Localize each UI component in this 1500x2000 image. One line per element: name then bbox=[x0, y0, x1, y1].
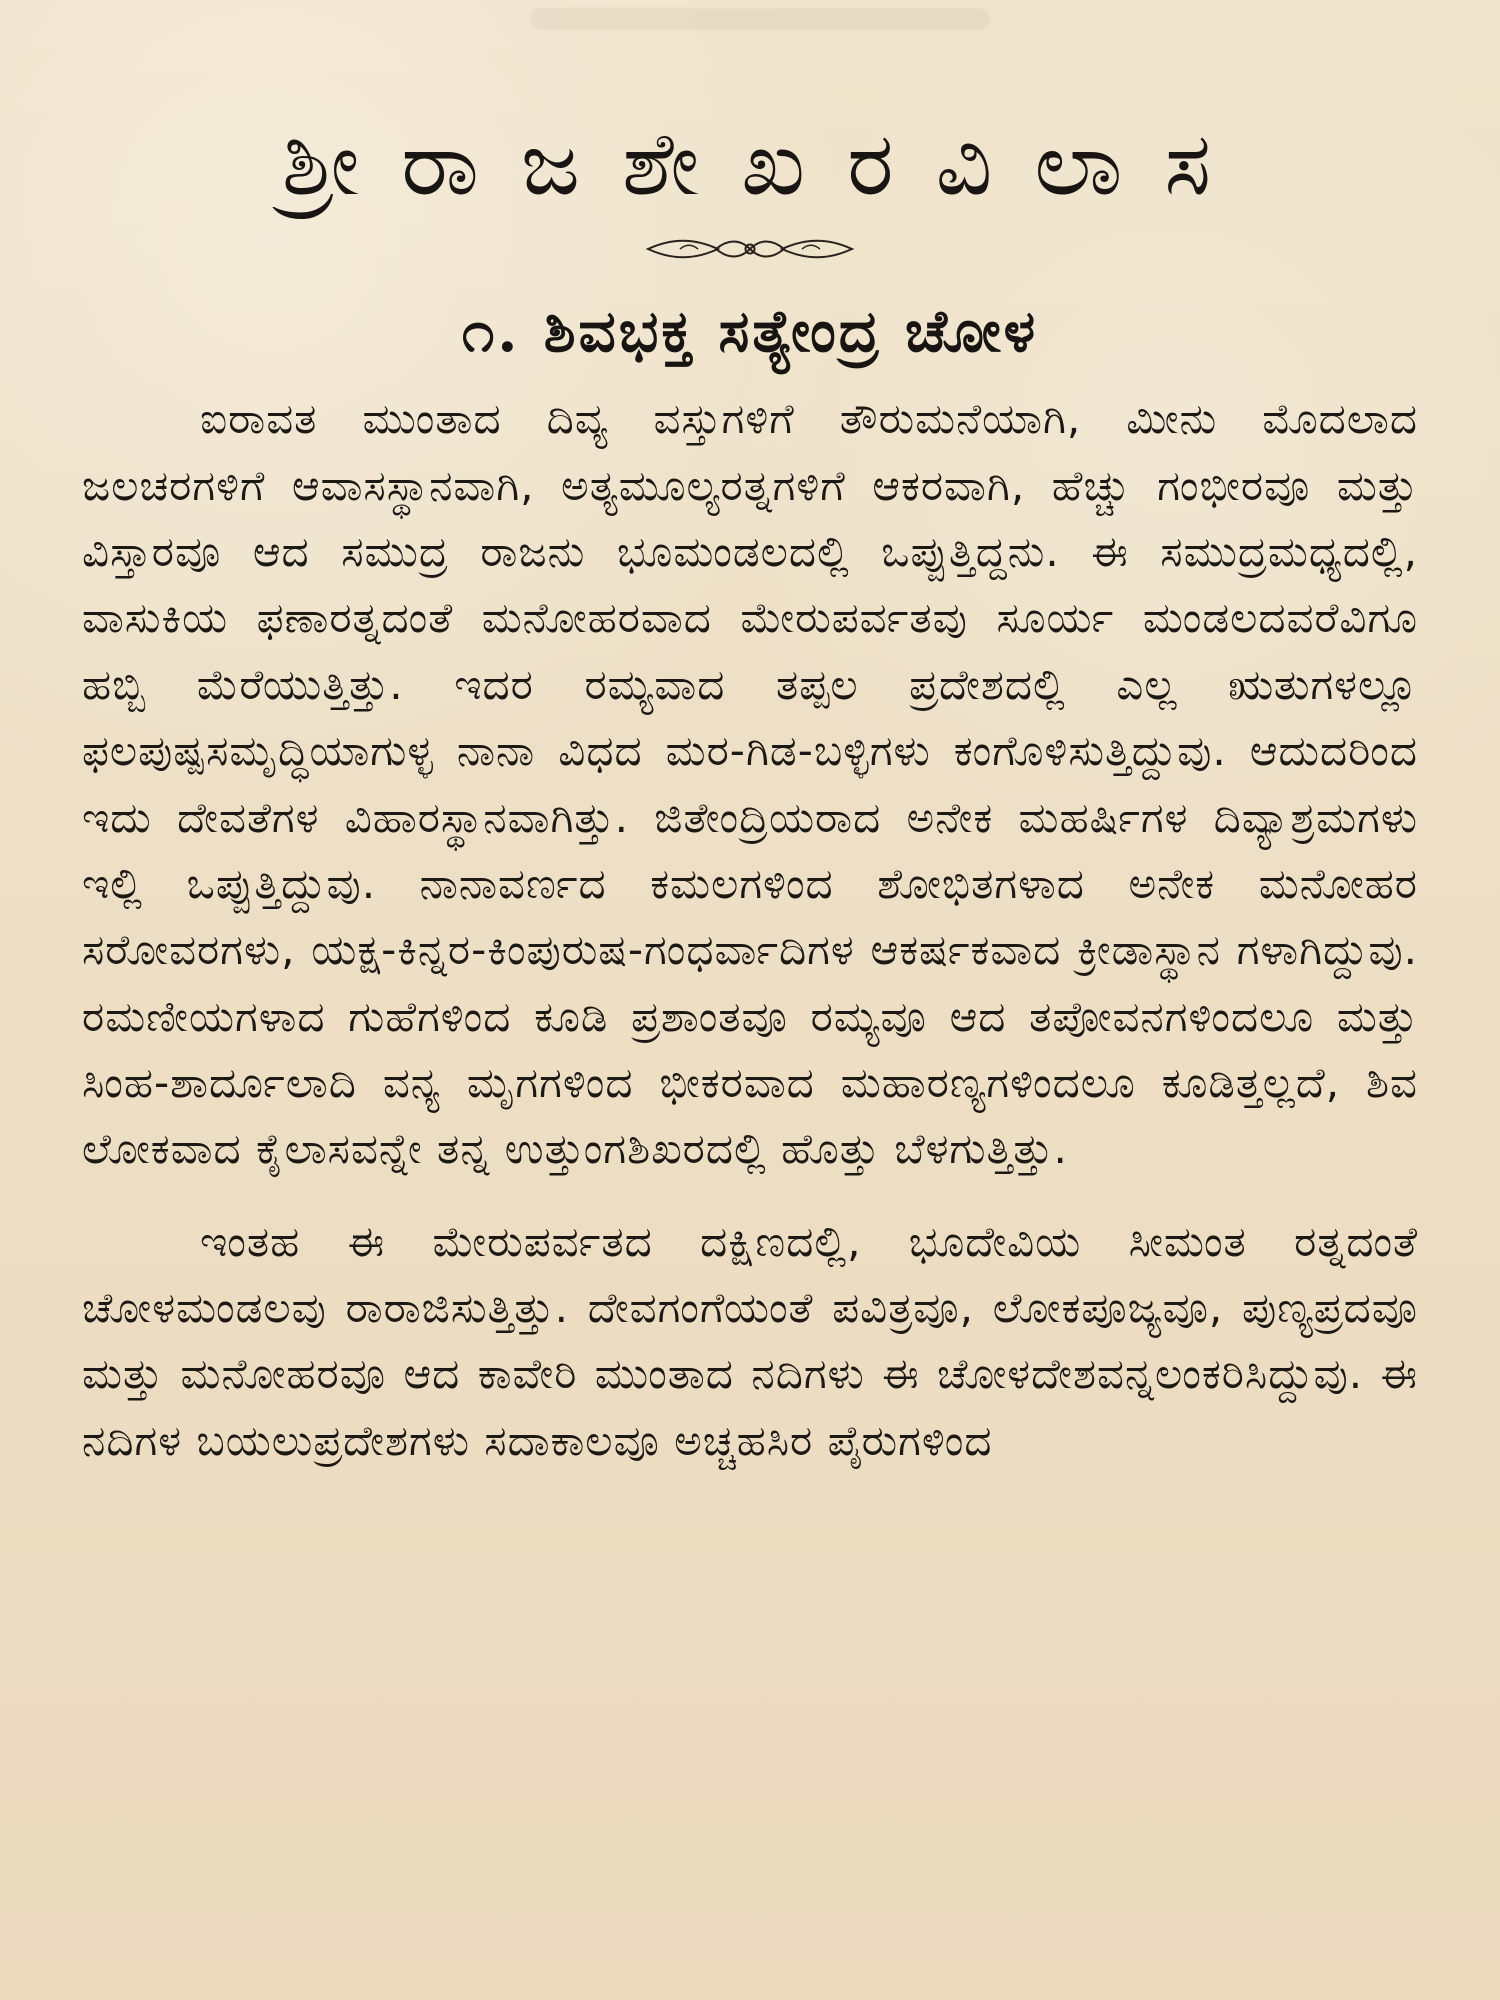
show-through-header bbox=[530, 8, 990, 30]
page-title: ಶ್ರೀ ರಾ ಜ ಶೇ ಖ ರ ವಿ ಲಾ ಸ bbox=[281, 112, 1219, 215]
decorative-ornament bbox=[640, 232, 860, 266]
paragraph-2: ಇಂತಹ ಈ ಮೇರುಪರ್ವತದ ದಕ್ಷಿಣದಲ್ಲಿ, ಭೂದೇವಿಯ ಸೀಮಂತ ರತ್ನದಂತೆ ಚೋಳಮಂಡಲವು ರಾರಾಜಿಸುತ್ತಿತ್ತು. ದೇವಗಂಗೆಯಂತೆ ಪವಿತ್ರವೂ, ಲೋಕಪೂಜ್ಯವೂ, ಪುಣ್ಯಪ್ರದವೂ ಮತ್ತು ಮನೋಹರವೂ ಆದ ಕಾವೇರಿ ಮುಂತಾದ ನದಿಗಳು ಈ ಚೋಳದೇಶವನ್ನಲಂಕರಿಸಿದ್ದುವು. ಈ ನದಿಗಳ ಬಯಲುಪ್ರದೇಶಗಳು ಸದಾಕಾಲವೂ ಅಚ್ಚಹಸಿರ ಪೈರುಗಳಿಂದ bbox=[82, 1216, 1418, 1465]
paragraph-1: ಐರಾವತ ಮುಂತಾದ ದಿವ್ಯ ವಸ್ತುಗಳಿಗೆ ತೌರುಮನೆಯಾಗಿ, ಮೀನು ಮೊದಲಾದ ಜಲಚರಗಳಿಗೆ ಆವಾಸಸ್ಥಾನವಾಗಿ, ಅತ್ಯಮೂಲ್ಯರತ್ನಗಳಿಗೆ ಆಕರವಾಗಿ, ಹೆಚ್ಚು ಗಂಭೀರವೂ ಮತ್ತು ವಿಸ್ತಾರವೂ ಆದ ಸಮುದ್ರ ರಾಜನು ಭೂಮಂಡಲದಲ್ಲಿ ಒಪ್ಪುತ್ತಿದ್ದನು. ಈ ಸಮುದ್ರಮಧ್ಯದಲ್ಲಿ, ವಾಸುಕಿಯ ಫಣಾರತ್ನದಂತೆ ಮನೋಹರವಾದ ಮೇರುಪರ್ವತವು ಸೂರ್ಯ ಮಂಡಲದವರೆವಿಗೂ ಹಬ್ಬಿ ಮೆರೆಯುತ್ತಿತ್ತು. ಇದರ ರಮ್ಯವಾದ ತಪ್ಪಲ ಪ್ರದೇಶದಲ್ಲಿ ಎಲ್ಲ ಋತುಗಳಲ್ಲೂ ಫಲಪುಷ್ಪಸಮೃದ್ಧಿಯಾಗುಳ್ಳ ನಾನಾ ವಿಧದ ಮರ-ಗಿಡ-ಬಳ್ಳಿಗಳು ಕಂಗೊಳಿಸುತ್ತಿದ್ದುವು. ಆದುದರಿಂದ ಇದು ದೇವತೆಗಳ ವಿಹಾರಸ್ಥಾನವಾಗಿತ್ತು. ಜಿತೇಂದ್ರಿಯರಾದ ಅನೇಕ ಮಹರ್ಷಿಗಳ ದಿವ್ಯಾಶ್ರಮಗಳು ಇಲ್ಲಿ ಒಪ್ಪುತ್ತಿದ್ದುವು. ನಾನಾವರ್ಣದ ಕಮಲಗಳಿಂದ ಶೋಭಿತಗಳಾದ ಅನೇಕ ಮನೋಹರ ಸರೋವರಗಳು, ಯಕ್ಷ-ಕಿನ್ನರ-ಕಿಂಪುರುಷ-ಗಂಧರ್ವಾದಿಗಳ ಆಕರ್ಷಕವಾದ ಕ್ರೀಡಾಸ್ಥಾನ ಗಳಾಗಿದ್ದುವು. ರಮಣೀಯಗಳಾದ ಗುಹೆಗಳಿಂದ ಕೂಡಿ ಪ್ರಶಾಂತವೂ ರಮ್ಯವೂ ಆದ ತಪೋವನಗಳಿಂದಲೂ ಮತ್ತು ಸಿಂಹ-ಶಾರ್ದೂಲಾದಿ ವನ್ಯ ಮೃಗಗಳಿಂದ ಭೀಕರವಾದ ಮಹಾರಣ್ಯಗಳಿಂದಲೂ ಕೂಡಿತ್ತಲ್ಲದೆ, ಶಿವ ಲೋಕವಾದ ಕೈಲಾಸವನ್ನೇ ತನ್ನ ಉತ್ತುಂಗಶಿಖರದಲ್ಲಿ ಹೊತ್ತು ಬೆಳಗುತ್ತಿತ್ತು. bbox=[82, 394, 1418, 1174]
chapter-heading: ೧. ಶಿವಭಕ್ತ ಸತ್ಯೇಂದ್ರ ಚೋಳ bbox=[461, 296, 1039, 365]
title-ornament-wrap bbox=[82, 227, 1418, 271]
page-content bbox=[82, 112, 1418, 1474]
